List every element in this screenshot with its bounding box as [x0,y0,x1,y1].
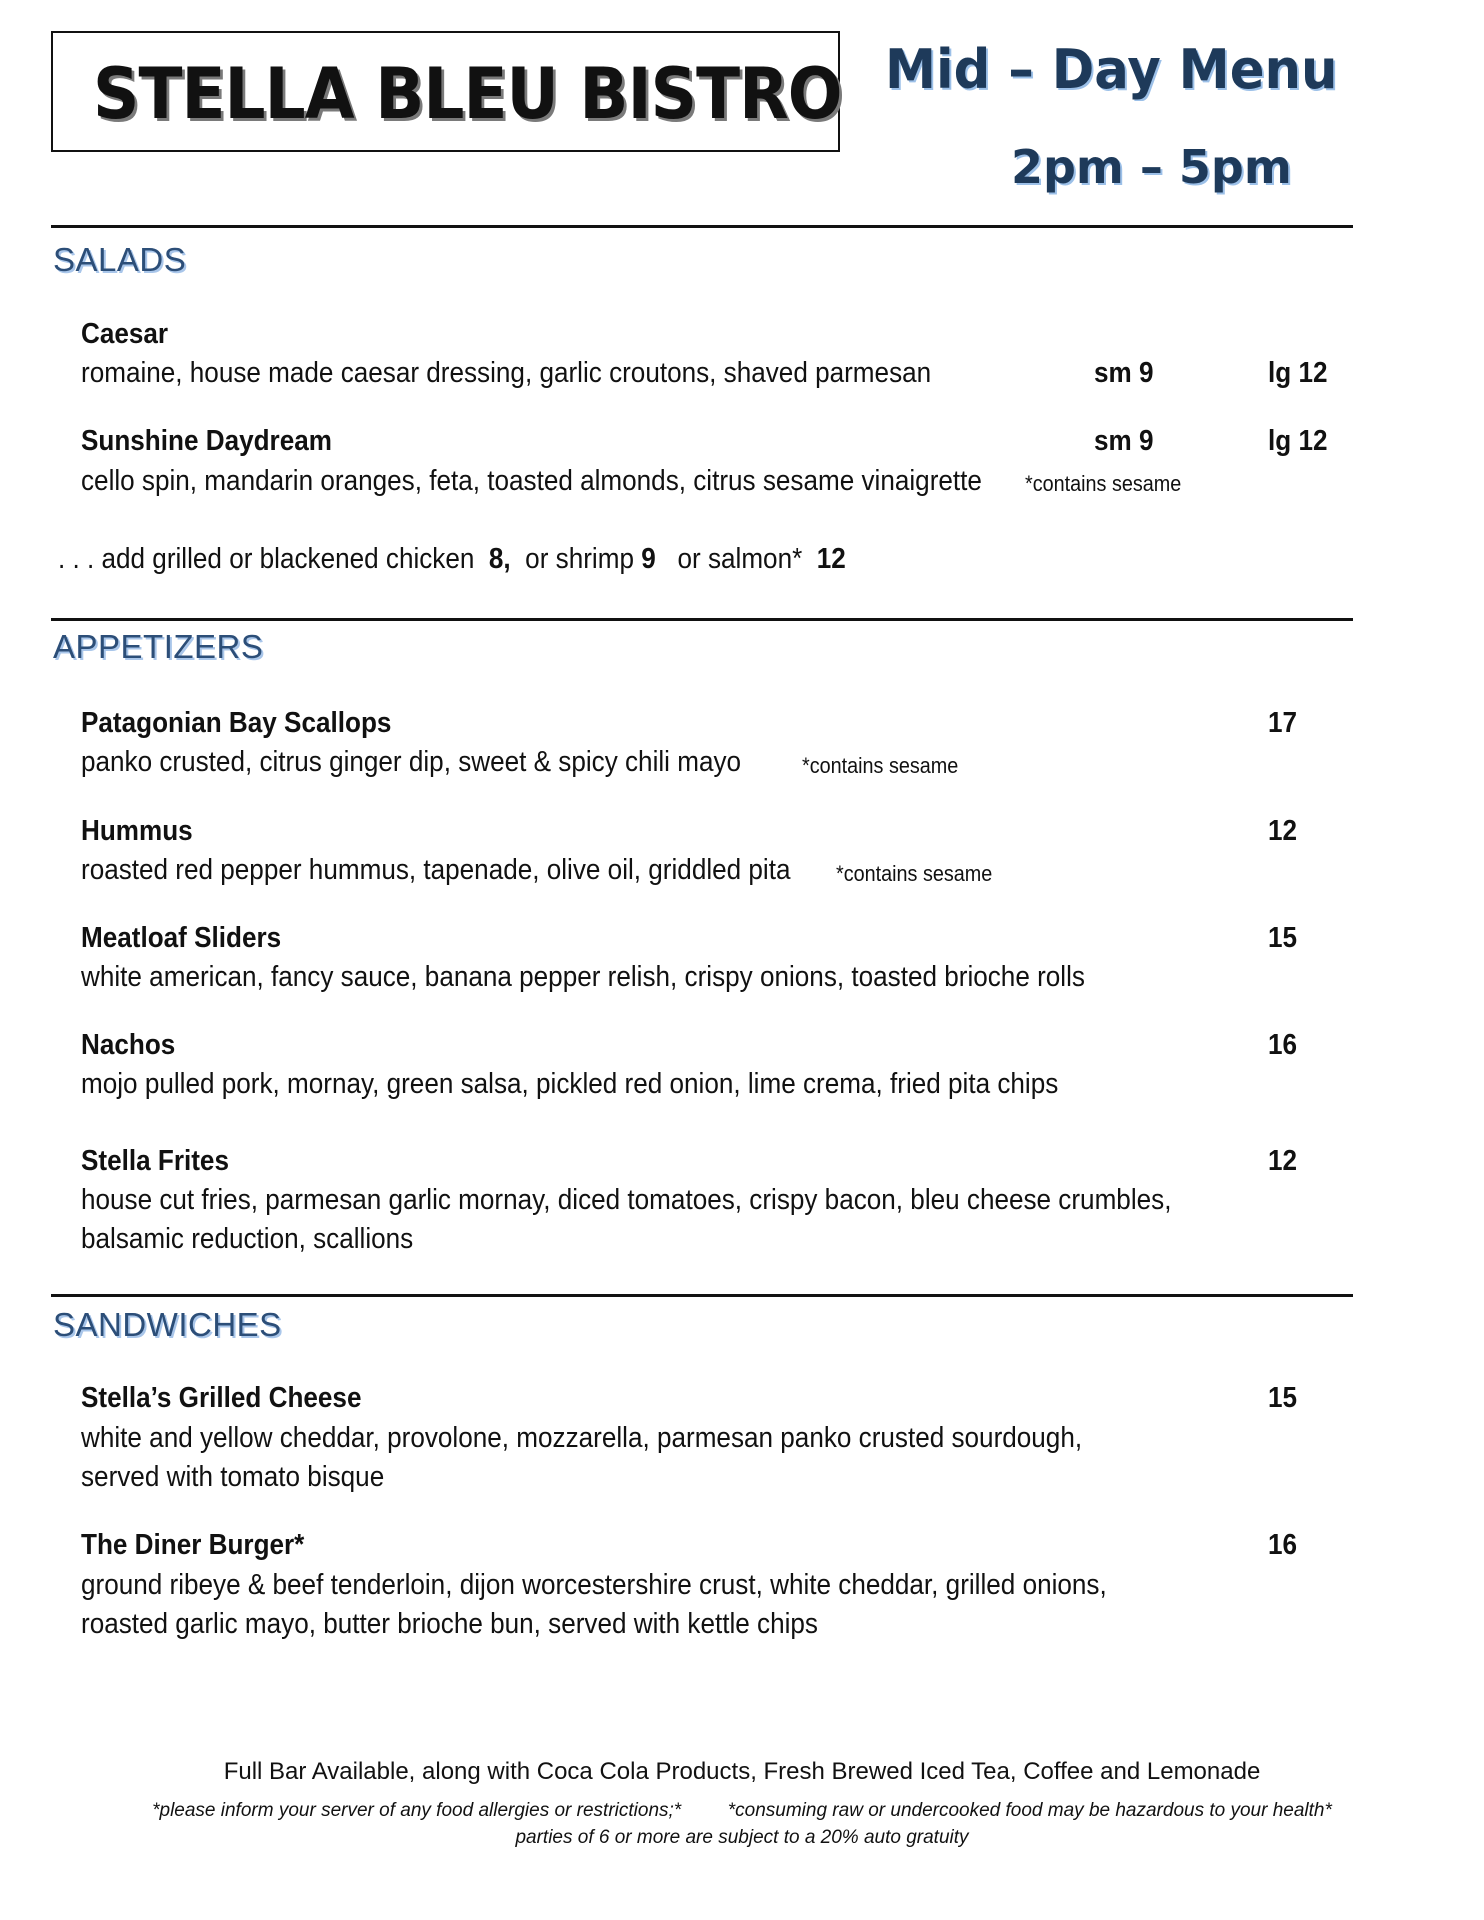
price-large: lg 12 [1268,357,1328,389]
menu-item-description: panko crusted, citrus ginger dip, sweet & spicy chili mayo [81,746,742,778]
price: 12 [1268,815,1298,847]
section-divider [51,1294,1353,1297]
protein-addon-line [58,543,846,576]
menu-item-name: Hummus [81,815,193,847]
price: 16 [1268,1529,1298,1561]
addon-chicken-price: 8, [488,543,511,575]
price-small: sm 9 [1094,425,1154,457]
menu-item-name: Nachos [81,1029,176,1061]
addon-salmon-price: 12 [816,543,846,575]
menu-item-description: balsamic reduction, scallions [81,1223,414,1255]
health-notices [0,1800,1484,1822]
price-small: sm 9 [1094,357,1154,389]
section-divider [51,225,1353,228]
menu-item-description: ground ribeye & beef tenderloin, dijon worcestershire crust, white cheddar, grilled onions, [81,1569,1107,1601]
menu-item-description: served with tomato bisque [81,1461,385,1493]
addon-salmon-label: or salmon* [677,543,803,575]
menu-item-description: white and yellow cheddar, provolone, mozzarella, parmesan panko crusted sourdough, [81,1422,1083,1454]
menu-item-name: Patagonian Bay Scallops [81,707,392,739]
menu-item-description: mojo pulled pork, mornay, green salsa, pickled red onion, lime crema, fried pita chips [81,1068,1059,1100]
restaurant-name-box [51,31,840,152]
section-title-salads: SALADS [53,241,187,278]
price: 15 [1268,922,1298,954]
menu-item-name: Stella’s Grilled Cheese [81,1382,362,1414]
price: 15 [1268,1382,1298,1414]
allergen-note: *contains sesame [1025,471,1182,496]
addon-shrimp-label: or shrimp [525,543,634,575]
price: 12 [1268,1145,1298,1177]
menu-item-name: Caesar [81,318,169,350]
menu-item-name: Meatloaf Sliders [81,922,282,954]
raw-food-notice: *consuming raw or undercooked food may be hazardous to your health* [727,1800,1332,1821]
menu-item-description: roasted red pepper hummus, tapenade, olive oil, griddled pita [81,854,791,886]
price-large: lg 12 [1268,425,1328,457]
allergen-note: *contains sesame [836,861,993,886]
allergen-note: *contains sesame [802,753,959,778]
menu-title: Mid – Day Menu [885,38,1338,101]
menu-item-description: white american, fancy sauce, banana pepper relish, crispy onions, toasted brioche rolls [81,961,1085,993]
menu-item-description: house cut fries, parmesan garlic mornay, diced tomatoes, crispy bacon, bleu cheese crumbles, [81,1184,1172,1216]
menu-item-name: Sunshine Daydream [81,425,332,457]
price: 16 [1268,1029,1298,1061]
allergy-notice: *please inform your server of any food allergies or restrictions;* [152,1800,682,1821]
menu-item-name: Stella Frites [81,1145,229,1177]
beverage-availability-note: Full Bar Available, along with Coca Cola Products, Fresh Brewed Iced Tea, Coffee and Lemonade [223,1758,1261,1785]
menu-item-description: romaine, house made caesar dressing, garlic croutons, shaved parmesan [81,357,932,389]
menu-item-name: The Diner Burger* [81,1529,305,1561]
addon-prefix: . . . add grilled or blackened chicken [58,543,475,575]
section-title-appetizers: APPETIZERS [53,628,264,665]
section-divider [51,618,1353,621]
menu-hours: 2pm – 5pm [1011,140,1292,194]
addon-shrimp-price: 9 [641,543,656,575]
restaurant-name: STELLA BLEU BISTRO [93,53,842,135]
menu-item-description: roasted garlic mayo, butter brioche bun, served with kettle chips [81,1608,818,1640]
section-title-sandwiches: SANDWICHES [53,1306,282,1343]
menu-item-description: cello spin, mandarin oranges, feta, toasted almonds, citrus sesame vinaigrette [81,465,982,497]
gratuity-notice: parties of 6 or more are subject to a 20% auto gratuity [515,1827,969,1848]
price: 17 [1268,707,1298,739]
